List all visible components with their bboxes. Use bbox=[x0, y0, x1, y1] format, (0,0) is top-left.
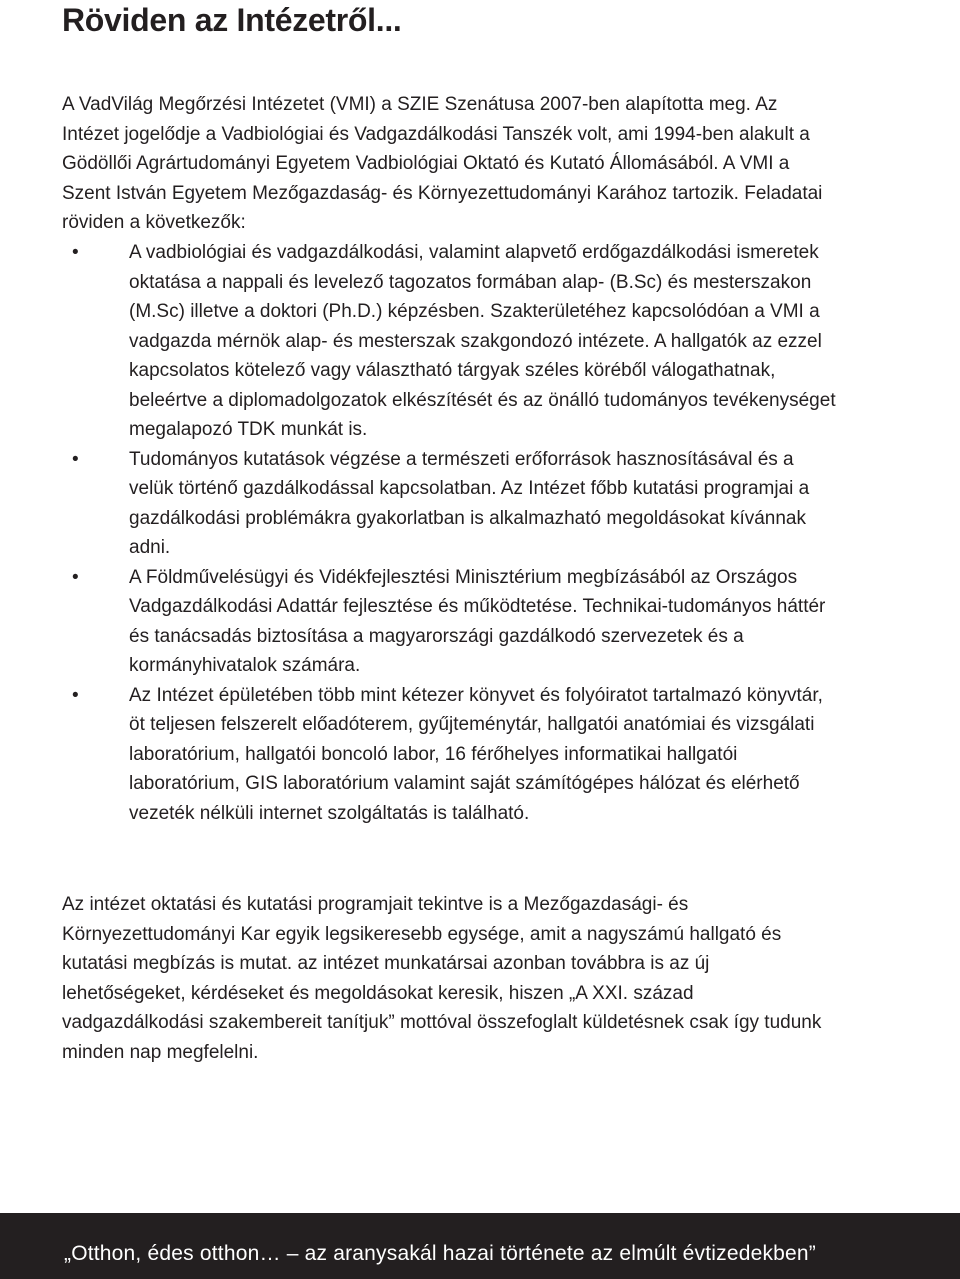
intro-paragraph: A VadVilág Megőrzési Intézetet (VMI) a SZIE Szenátusa 2007-ben alapította meg. Az Intézet jogelődje a Vadbiológiai és Vadgazdálkodási Tanszék volt, ami 1994-ben alakult a Gödöllői Agrártudományi Egyetem Vadbiológiai Oktató és Kutató Állomásából. A VMI a Szent István Egyetem Mezőgazdaság- és Környezettudományi Karához tartozik. Feladatai röviden a következők: bbox=[62, 94, 823, 233]
closing-paragraph: Az intézet oktatási és kutatási programjait tekintve is a Mezőgazdasági- és Környezettudományi Kar egyik legsikeresebb egysége, amit a nagyszámú hallgató és kutatási megbízás is mutat. az intézet munkatársai azonban továbbra is az új lehetőségeket, kérdéseket és megoldásokat keresik, hiszen „A XXI. század vadgazdálkodási szakembereit tanítjuk” mottóval összefoglalt küldetésnek csak így tudunk minden nap megfelelni. bbox=[62, 894, 822, 1063]
bullet-icon: • bbox=[72, 448, 79, 470]
list-item-text: A vadbiológiai és vadgazdálkodási, valamint alapvető erdőgazdálkodási ismeretek oktatása a nappali és levelező tagozatos formában alap- (B.Sc) és mesterszakon (M.Sc) illetve a doktori (Ph.D.) képzésben. Szakterületéhez kapcsolódóan a VMI a vadgazda mérnök alap- és mesterszak szakgondozó intézete. A hallgatók az ezzel kapcsolatos kötelező vagy választható tárgyak széles köréből válogathatnak, beleértve a diplomadolgozatok elkészítését és az önálló tudományos tevékenységet megalapozó TDK munkát is. bbox=[129, 242, 836, 440]
list-item-text: Az Intézet épületében több mint kétezer könyvet és folyóiratot tartalmazó könyvtár, öt teljesen felszerelt előadóterem, gyűjteménytár, hallgatói anatómiai és vizsgálati laboratórium, hallgatói boncoló labor, 16 férőhelyes informatikai hallgatói laboratórium, GIS laboratórium valamint saját számítógépes hálózat és elérhető vezeték nélküli internet szolgáltatás is található. bbox=[129, 684, 823, 824]
list-item bbox=[62, 445, 838, 563]
list-item bbox=[62, 563, 838, 681]
list-item-text: A Földművelésügyi és Vidékfejlesztési Minisztérium megbízásából az Országos Vadgazdálkodási Adattár fejlesztése és működtetése. Technikai-tudományos háttér és tanácsadás biztosítása a magyarországi gazdálkodó szervezetek és a kormányhivatalok számára. bbox=[129, 566, 826, 676]
footer-bar bbox=[0, 1213, 960, 1279]
footer-caption: „Otthon, édes otthon… – az aranysakál hazai története az elmúlt évtizedekben” bbox=[64, 1242, 816, 1265]
list-item bbox=[62, 238, 838, 445]
tasks-list bbox=[62, 238, 838, 828]
bullet-icon: • bbox=[72, 566, 79, 588]
list-item bbox=[62, 681, 838, 829]
list-item-text: Tudományos kutatások végzése a természeti erőforrások hasznosításával és a velük történő gazdálkodással kapcsolatban. Az Intézet főbb kutatási programjai a gazdálkodási problémákra gyakorlatban is alkalmazható megoldásokat kívánnak adni. bbox=[129, 448, 810, 558]
bullet-icon: • bbox=[72, 684, 79, 706]
bullet-icon: • bbox=[72, 242, 79, 263]
page-title: Röviden az Intézetről... bbox=[62, 2, 402, 38]
